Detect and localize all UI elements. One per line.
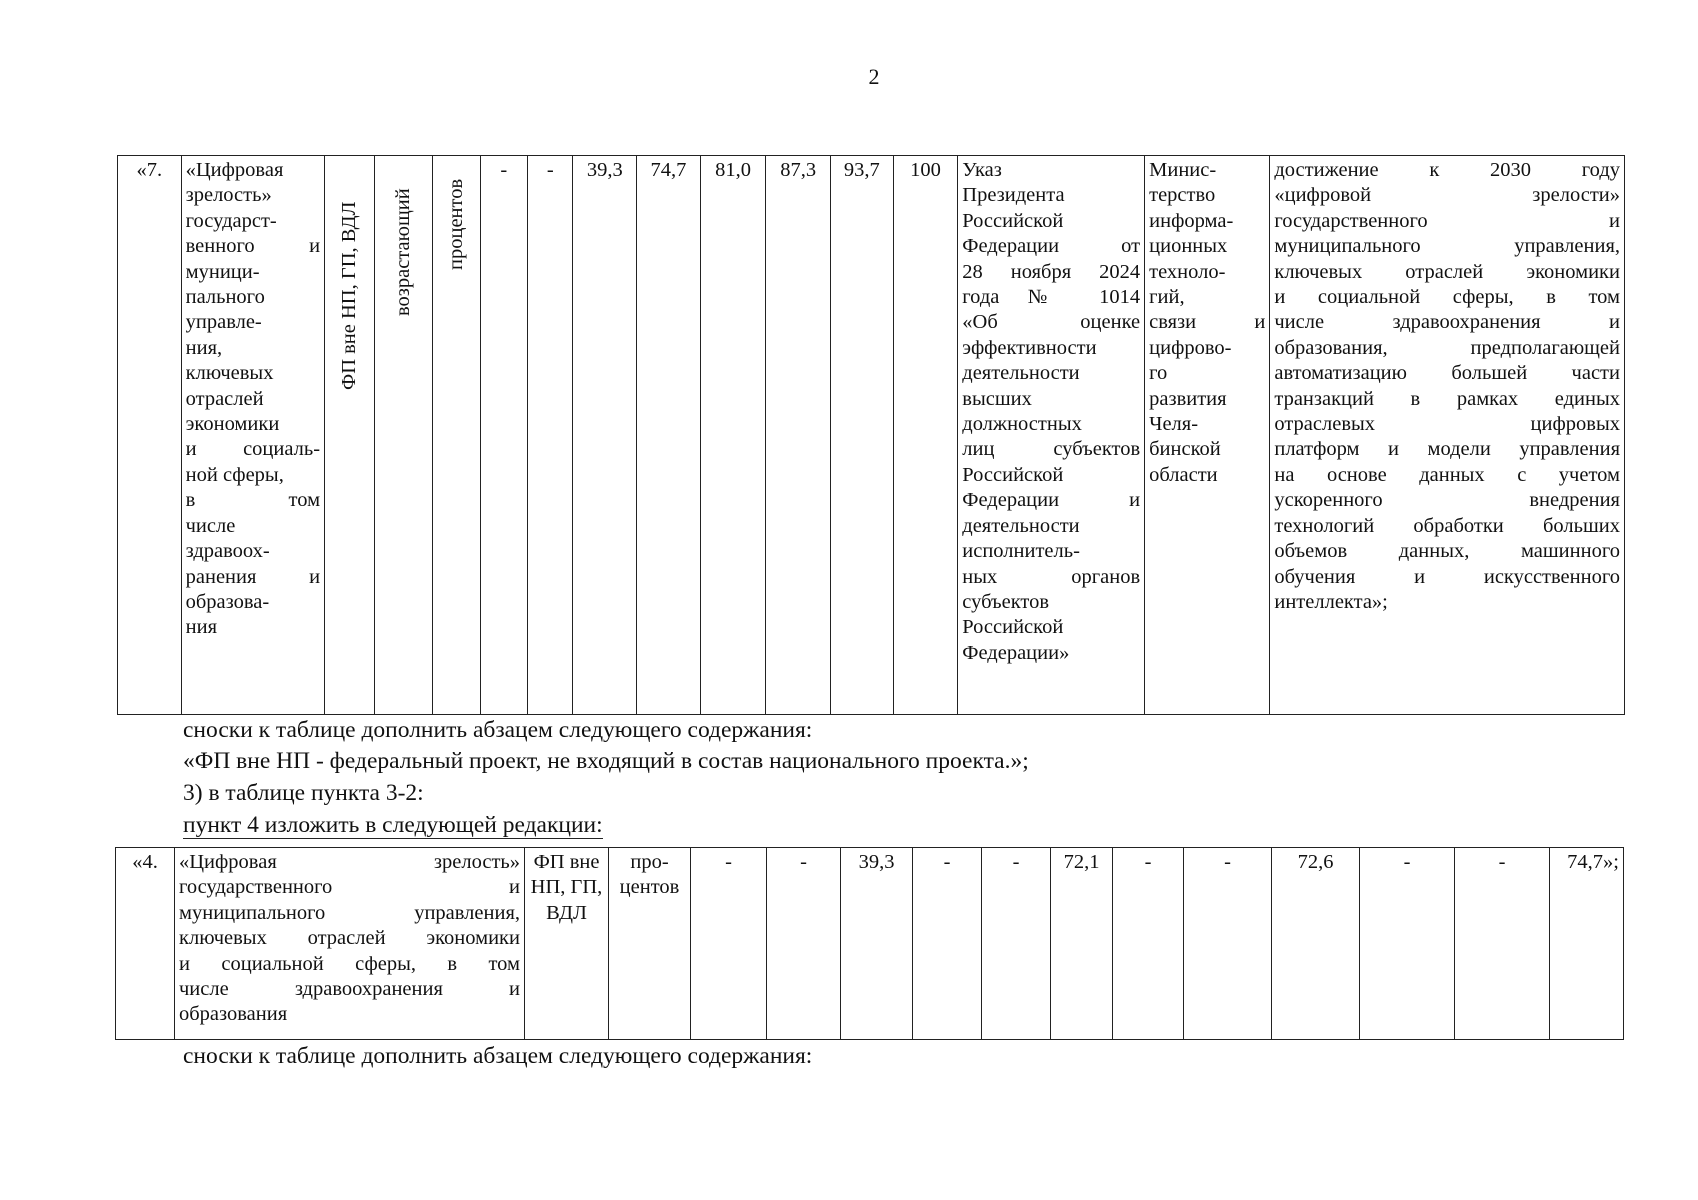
footnote-instruction-2: сноски к таблице дополнить абзацем следующего содержания: (183, 1043, 813, 1069)
value-cell (1550, 848, 1624, 1040)
responsible-line: терство (1149, 184, 1216, 207)
basis-line: эффективности (962, 336, 1097, 359)
value: 93,7 (843, 159, 880, 181)
responsible-line: Челя- (1149, 413, 1199, 436)
indicator-line: государственного и (179, 876, 520, 899)
goal-line: ключевых отраслей экономики (1274, 260, 1620, 283)
indicator-name-cell (181, 156, 324, 715)
responsible-line: информа- (1149, 209, 1234, 232)
indicator-line: в том (185, 489, 321, 512)
indicator-line: образования (179, 1003, 288, 1026)
value: - (943, 851, 951, 873)
indicator-line: числе здравоохранения и (179, 978, 520, 1001)
value: 74,7»; (1567, 851, 1619, 873)
responsible-line: Минис- (1149, 159, 1217, 181)
value-cell (893, 156, 958, 715)
redaction-instruction (183, 811, 603, 839)
goal-line: государственного и (1274, 209, 1620, 232)
basis-line: Российской (962, 463, 1064, 486)
row-number-cell (118, 156, 182, 715)
basis-line: лиц субъектов (962, 438, 1141, 461)
responsible-line: техноло- (1149, 260, 1226, 283)
indicator-line: ния (185, 616, 217, 639)
value: - (1224, 851, 1231, 873)
indicator-line: числе (185, 514, 236, 537)
responsible-line: области (1149, 463, 1218, 486)
value-cell (480, 156, 527, 715)
indicator-line: ранения и (185, 565, 321, 588)
indicator-line: «Цифровая (185, 159, 284, 181)
basis-line: высших (962, 387, 1032, 410)
unit-text: процентов (445, 178, 468, 270)
value: 39,3 (858, 851, 895, 873)
basis-line: деятельности (962, 514, 1080, 537)
indicator-line: «Цифровая зрелость» (179, 851, 520, 873)
value: - (1403, 851, 1411, 873)
basis-line: 28 ноября 2024 (962, 260, 1141, 283)
value-cell (528, 156, 573, 715)
unit-line: про- (630, 851, 669, 873)
indicator-line: ключевых отраслей экономики (179, 927, 520, 950)
goal-line: и социальной сферы, в том (1274, 286, 1620, 309)
value: - (725, 851, 732, 873)
basis-line: Федерации и (962, 489, 1141, 512)
row-number-cell (116, 848, 175, 1040)
value: 72,6 (1297, 851, 1334, 873)
value: - (1144, 851, 1152, 873)
indicator-line: пального (185, 286, 265, 309)
basis-line: должностных (962, 413, 1082, 436)
value-cell (1051, 848, 1113, 1040)
indicator-line: венного и (185, 235, 321, 258)
goal-line: объемов данных, машинного (1274, 540, 1620, 563)
basis-line: Президента (962, 184, 1065, 207)
value: - (546, 159, 554, 181)
goal-line: образования, предполагающей (1274, 336, 1620, 359)
responsible-line: связи и (1149, 311, 1266, 334)
responsible-cell (1145, 156, 1270, 715)
unit-cell (609, 848, 691, 1040)
goal-line: муниципального управления, (1274, 235, 1620, 258)
basis-line: ных органов (962, 565, 1141, 588)
indicator-line: отраслей (185, 387, 264, 410)
value-cell (841, 848, 913, 1040)
value-cell (573, 156, 637, 715)
value: - (500, 159, 508, 181)
value: 100 (910, 159, 941, 181)
value-cell (691, 848, 767, 1040)
indicator-line: экономики (185, 413, 280, 436)
indicator-line: муниципального управления, (179, 901, 520, 924)
basis-line: Федерации от (962, 235, 1141, 258)
indicator-line: и социаль- (185, 438, 321, 461)
level-line: ФП вне (533, 851, 600, 873)
goal-line: автоматизацию большей части (1274, 362, 1620, 385)
basis-cell (958, 156, 1145, 715)
level-line: НП, ГП, (530, 876, 603, 899)
goal-line: отраслевых цифровых (1274, 413, 1620, 436)
unit-line: центов (619, 876, 680, 899)
value-cell (766, 156, 831, 715)
goal-line: технологий обработки больших (1274, 514, 1620, 537)
footnote-instruction: сноски к таблице дополнить абзацем следующего содержания: (183, 717, 813, 743)
value: - (1012, 851, 1020, 873)
value-cell (1272, 848, 1360, 1040)
goal-line: ускоренного внедрения (1274, 489, 1620, 512)
value-cell (637, 156, 701, 715)
goal-line: обучения и искусственного (1274, 565, 1620, 588)
basis-line: Российской (962, 616, 1064, 639)
responsible-line: гий, (1149, 286, 1185, 309)
value: 74,7 (650, 159, 687, 181)
responsible-line: цифрово- (1149, 336, 1232, 359)
indicator-line: здравоох- (185, 540, 270, 563)
goal-line: интеллекта»; (1274, 590, 1388, 613)
value: 81,0 (715, 159, 751, 181)
item-instruction: 3) в таблице пункта 3-2: (183, 780, 424, 806)
value: 39,3 (586, 159, 623, 181)
table-indicator-4 (115, 847, 1624, 1040)
indicator-line: зрелость» (185, 184, 272, 207)
indicator-line: и социальной сферы, в том (179, 952, 520, 975)
goal-line: числе здравоохранения и (1274, 311, 1620, 334)
value: 72,1 (1063, 851, 1100, 873)
value-cell (767, 848, 841, 1040)
basis-line: Федерации» (962, 641, 1070, 664)
trend-text: возрастающий (392, 188, 415, 316)
indicator-line: образова- (185, 590, 270, 613)
value-cell (831, 156, 894, 715)
level-cell (325, 156, 374, 715)
value-cell (1455, 848, 1550, 1040)
value-cell (700, 156, 766, 715)
indicator-name-cell (175, 848, 525, 1040)
goal-line: достижение к 2030 году (1274, 159, 1620, 181)
value-cell (1113, 848, 1184, 1040)
value: - (1498, 851, 1506, 873)
value: - (800, 851, 807, 873)
level-text: ФП вне НП, ГП, ВДЛ (338, 201, 361, 390)
level-cell (525, 848, 609, 1040)
responsible-line: ционных (1149, 235, 1228, 258)
indicator-line: ной сферы, (185, 463, 284, 486)
page-number: 2 (868, 64, 880, 89)
basis-line: «Об оценке (962, 311, 1141, 334)
indicator-line: муници- (185, 260, 260, 283)
responsible-line: бинской (1149, 438, 1221, 461)
goal-line: платформ и модели управления (1274, 438, 1620, 461)
goal-line: на основе данных с учетом (1274, 463, 1620, 486)
unit-cell (433, 156, 480, 715)
indicator-line: ния, (185, 336, 223, 359)
responsible-line: го (1149, 362, 1168, 385)
table-indicator-7 (117, 155, 1625, 715)
indicator-line: ключевых (185, 362, 274, 385)
table-row (118, 156, 1625, 715)
value-cell (1184, 848, 1272, 1040)
redaction-instruction-text: пункт 4 изложить в следующей редакции: (183, 812, 603, 838)
table-row (116, 848, 1624, 1040)
goal-line: «цифровой зрелости» (1274, 184, 1620, 207)
trend-cell (374, 156, 433, 715)
goal-line: транзакций в рамках единых (1274, 387, 1620, 410)
row-number: «7. (136, 159, 163, 181)
value-cell (913, 848, 982, 1040)
responsible-line: развития (1149, 387, 1227, 410)
indicator-line: государст- (185, 209, 277, 232)
basis-line: деятельности (962, 362, 1080, 385)
basis-line: года № 1014 (962, 286, 1141, 309)
indicator-line: управле- (185, 311, 262, 334)
basis-line: исполнитель- (962, 540, 1080, 563)
value-cell (1360, 848, 1455, 1040)
basis-line: Российской (962, 209, 1064, 232)
level-line: ВДЛ (546, 901, 587, 924)
row-number: «4. (132, 851, 158, 873)
basis-line: Указ (962, 159, 1002, 181)
value: 87,3 (780, 159, 817, 181)
goal-cell (1270, 156, 1625, 715)
footnote-text: «ФП вне НП - федеральный проект, не входящий в состав национального проекта.»; (183, 748, 1029, 774)
value-cell (982, 848, 1051, 1040)
basis-line: субъектов (962, 590, 1050, 613)
